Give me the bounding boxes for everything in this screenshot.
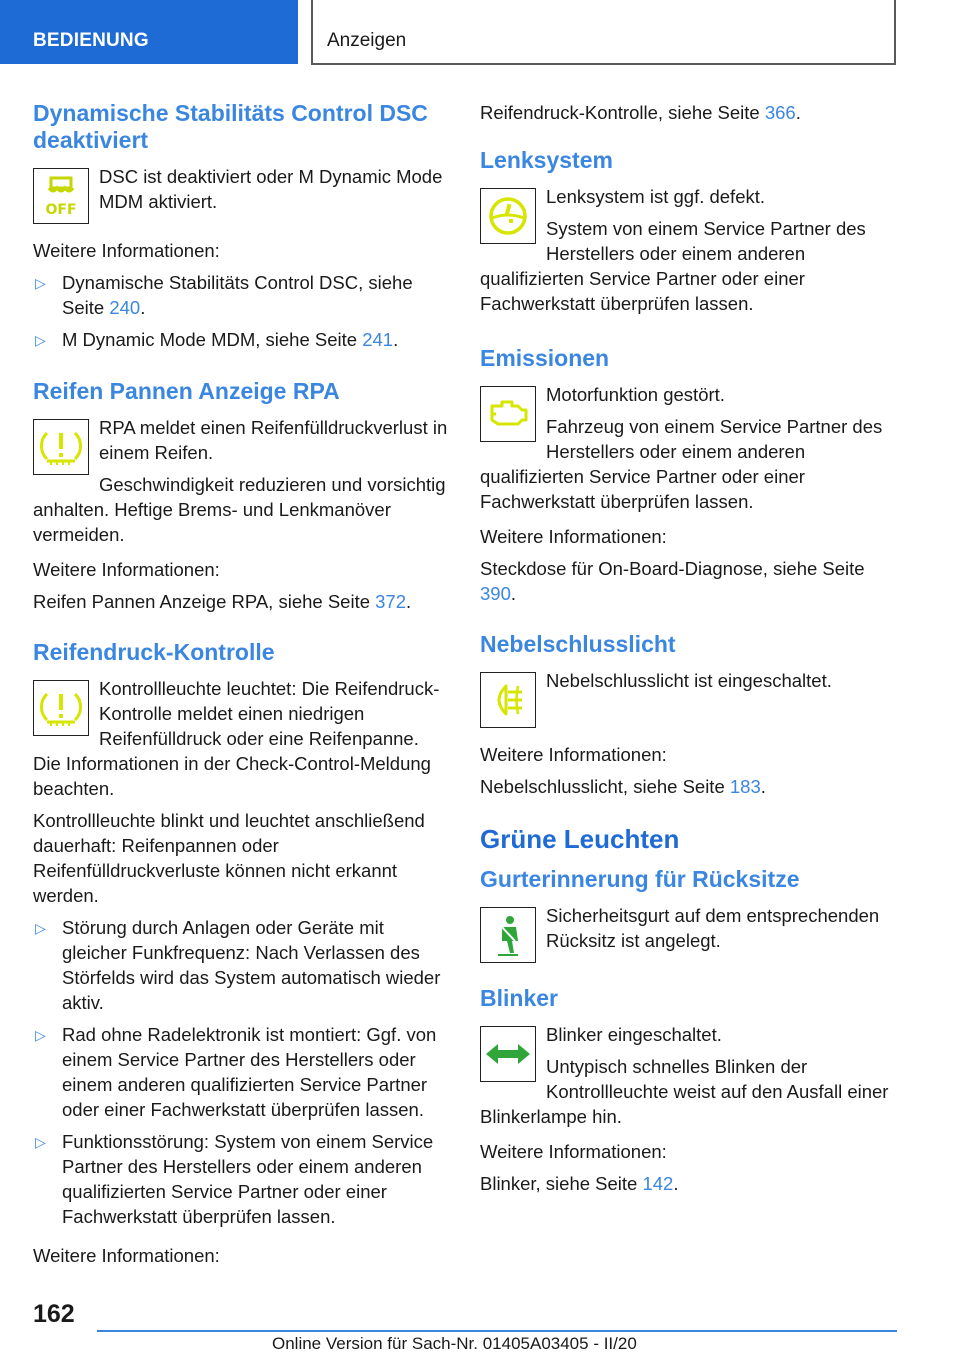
gruen-title: Grüne Leuchten (480, 824, 680, 854)
dsc-title: Dynamische Stabilitäts Control DSC deaktiviert (33, 100, 428, 153)
page-number: 162 (33, 1300, 75, 1328)
rpa-ref: Reifen Pannen Anzeige RPA, siehe Seite 372. (33, 591, 412, 612)
nebel-ref: Nebelschlusslicht, siehe Seite 183. (480, 776, 766, 797)
rdc-ref: Reifendruck-Kontrolle, siehe Seite 366. (480, 102, 801, 123)
tire-warning-icon (33, 419, 89, 475)
seatbelt-icon (480, 907, 536, 963)
nebel-more: Weitere Informationen: (480, 744, 667, 765)
section-emissionen (480, 345, 896, 613)
lenk-text2: System von einem Service Partner des Herstellers oder einem anderen qualifizierten Service Partner oder einer Fachwerkstatt überprüfen lassen. (480, 218, 866, 314)
emis-text1: Motorfunktion gestört. (546, 384, 725, 405)
triangle-bullet-icon: ▷ (35, 920, 46, 936)
header-section-tab (0, 0, 298, 64)
section-blinker (480, 985, 896, 1203)
section-lenk (480, 147, 896, 323)
dsc-more: Weitere Informationen: (33, 240, 220, 261)
rdc-more: Weitere Informationen: (33, 1245, 220, 1266)
emis-more: Weitere Informationen: (480, 526, 667, 547)
page-link[interactable]: 366 (764, 102, 796, 123)
emis-title: Emissionen (480, 345, 610, 371)
triangle-bullet-icon: ▷ (35, 275, 46, 291)
rdc-text2: Kontrollleuchte blinkt und leuchtet anschließend dauerhaft: Reifenpannen oder Reifenfülldruckverluste können nicht erkannt werden. (33, 810, 425, 906)
turn-signal-icon (480, 1026, 536, 1082)
nebel-title: Nebelschlusslicht (480, 631, 676, 657)
rdc-list (33, 915, 448, 1229)
section-rdc (33, 639, 448, 1275)
tire-pressure-icon (33, 680, 89, 736)
blinker-more: Weitere Informationen: (480, 1141, 667, 1162)
gurt-title: Gurterinnerung für Rücksitze (480, 866, 800, 892)
rpa-more: Weitere Informationen: (33, 559, 220, 580)
left-column (33, 100, 448, 1293)
rdc-text1: Kontrollleuchte leuchtet: Die Reifendruck-Kontrolle meldet einen niedrigen Reifenfülldruck oder eine Reifenpanne. Die Informationen in der Check-Control-Meldung beachten. (33, 678, 440, 799)
rpa-title: Reifen Pannen Anzeige RPA (33, 378, 340, 404)
blinker-ref: Blinker, siehe Seite 142. (480, 1173, 679, 1194)
dsc-off-icon (33, 168, 89, 224)
header-section-label: BEDIENUNG (33, 30, 149, 51)
rdc-title: Reifendruck-Kontrolle (33, 639, 275, 665)
rpa-text2: Geschwindigkeit reduzieren und vorsichtig anhalten. Heftige Brems- und Lenkmanöver vermeiden. (33, 474, 446, 545)
section-gurt (480, 866, 896, 967)
steering-warning-icon (480, 188, 536, 244)
dsc-list (33, 270, 448, 352)
blinker-title: Blinker (480, 985, 558, 1011)
blinker-text2: Untypisch schnelles Blinken der Kontrollleuchte weist auf den Ausfall einer Blinkerlampe hin. (480, 1056, 889, 1127)
list-item: ▷ Rad ohne Radelektronik ist montiert: Ggf. von einem Service Partner des Herstellers oder einem anderen qualifizierten Service Partner oder einer Fachwerkstatt überprüfen lassen. (35, 1024, 437, 1120)
page-link[interactable]: 390 (480, 583, 511, 604)
page-link[interactable]: 372 (375, 591, 407, 612)
page-link[interactable]: 240 (109, 297, 141, 318)
dsc-text: DSC ist deaktiviert oder M Dynamic Mode MDM aktiviert. (99, 166, 443, 212)
list-item: ▷ Dynamische Stabilitäts Control DSC, siehe Seite 240. (35, 272, 413, 318)
page-link[interactable]: 241 (362, 329, 394, 350)
list-item: ▷ M Dynamic Mode MDM, siehe Seite 241. (33, 327, 448, 352)
page-link[interactable]: 183 (729, 776, 761, 797)
list-item: ▷ Störung durch Anlagen oder Geräte mit gleicher Funkfrequenz: Nach Verlassen des Störfelds wird das System automatisch wieder aktiv. (35, 917, 441, 1013)
blinker-text1: Blinker eingeschaltet. (546, 1024, 722, 1045)
rpa-text1: RPA meldet einen Reifenfülldruckverlust in einem Reifen. (99, 417, 448, 463)
list-item: ▷ Funktionsstörung: System von einem Service Partner des Herstellers oder einem anderen qualifizierten Service Partner oder einer Fachwerkstatt überprüfen lassen. (35, 1131, 434, 1227)
triangle-bullet-icon: ▷ (35, 1027, 46, 1043)
svg-text:OFF: OFF (45, 202, 77, 218)
header-chapter-label: Anzeigen (327, 30, 407, 51)
footer-divider (97, 1330, 897, 1332)
page-link[interactable]: 142 (642, 1173, 674, 1194)
footer-text: Online Version für Sach-Nr. 01405A03405 - II/20 (272, 1334, 637, 1353)
emis-text2: Fahrzeug von einem Service Partner des Herstellers oder einem anderen qualifizierten Service Partner oder einer Fachwerkstatt überprüfen lassen. (480, 416, 883, 512)
rear-fog-light-icon (480, 672, 536, 728)
emis-ref: Steckdose für On-Board-Diagnose, siehe Seite 390. (480, 558, 865, 604)
lenk-title: Lenksystem (480, 147, 613, 173)
triangle-bullet-icon: ▷ (35, 332, 46, 348)
engine-icon (480, 386, 536, 442)
triangle-bullet-icon: ▷ (35, 1134, 46, 1150)
gurt-text: Sicherheitsgurt auf dem entsprechenden Rücksitz ist angelegt. (546, 905, 880, 951)
section-nebel (480, 631, 896, 806)
lenk-text1: Lenksystem ist ggf. defekt. (546, 186, 766, 207)
section-dsc (33, 100, 448, 360)
header-chapter-box (311, 0, 896, 65)
section-rpa (33, 378, 448, 621)
right-column (480, 100, 896, 1221)
nebel-text: Nebelschlusslicht ist eingeschaltet. (546, 670, 832, 691)
